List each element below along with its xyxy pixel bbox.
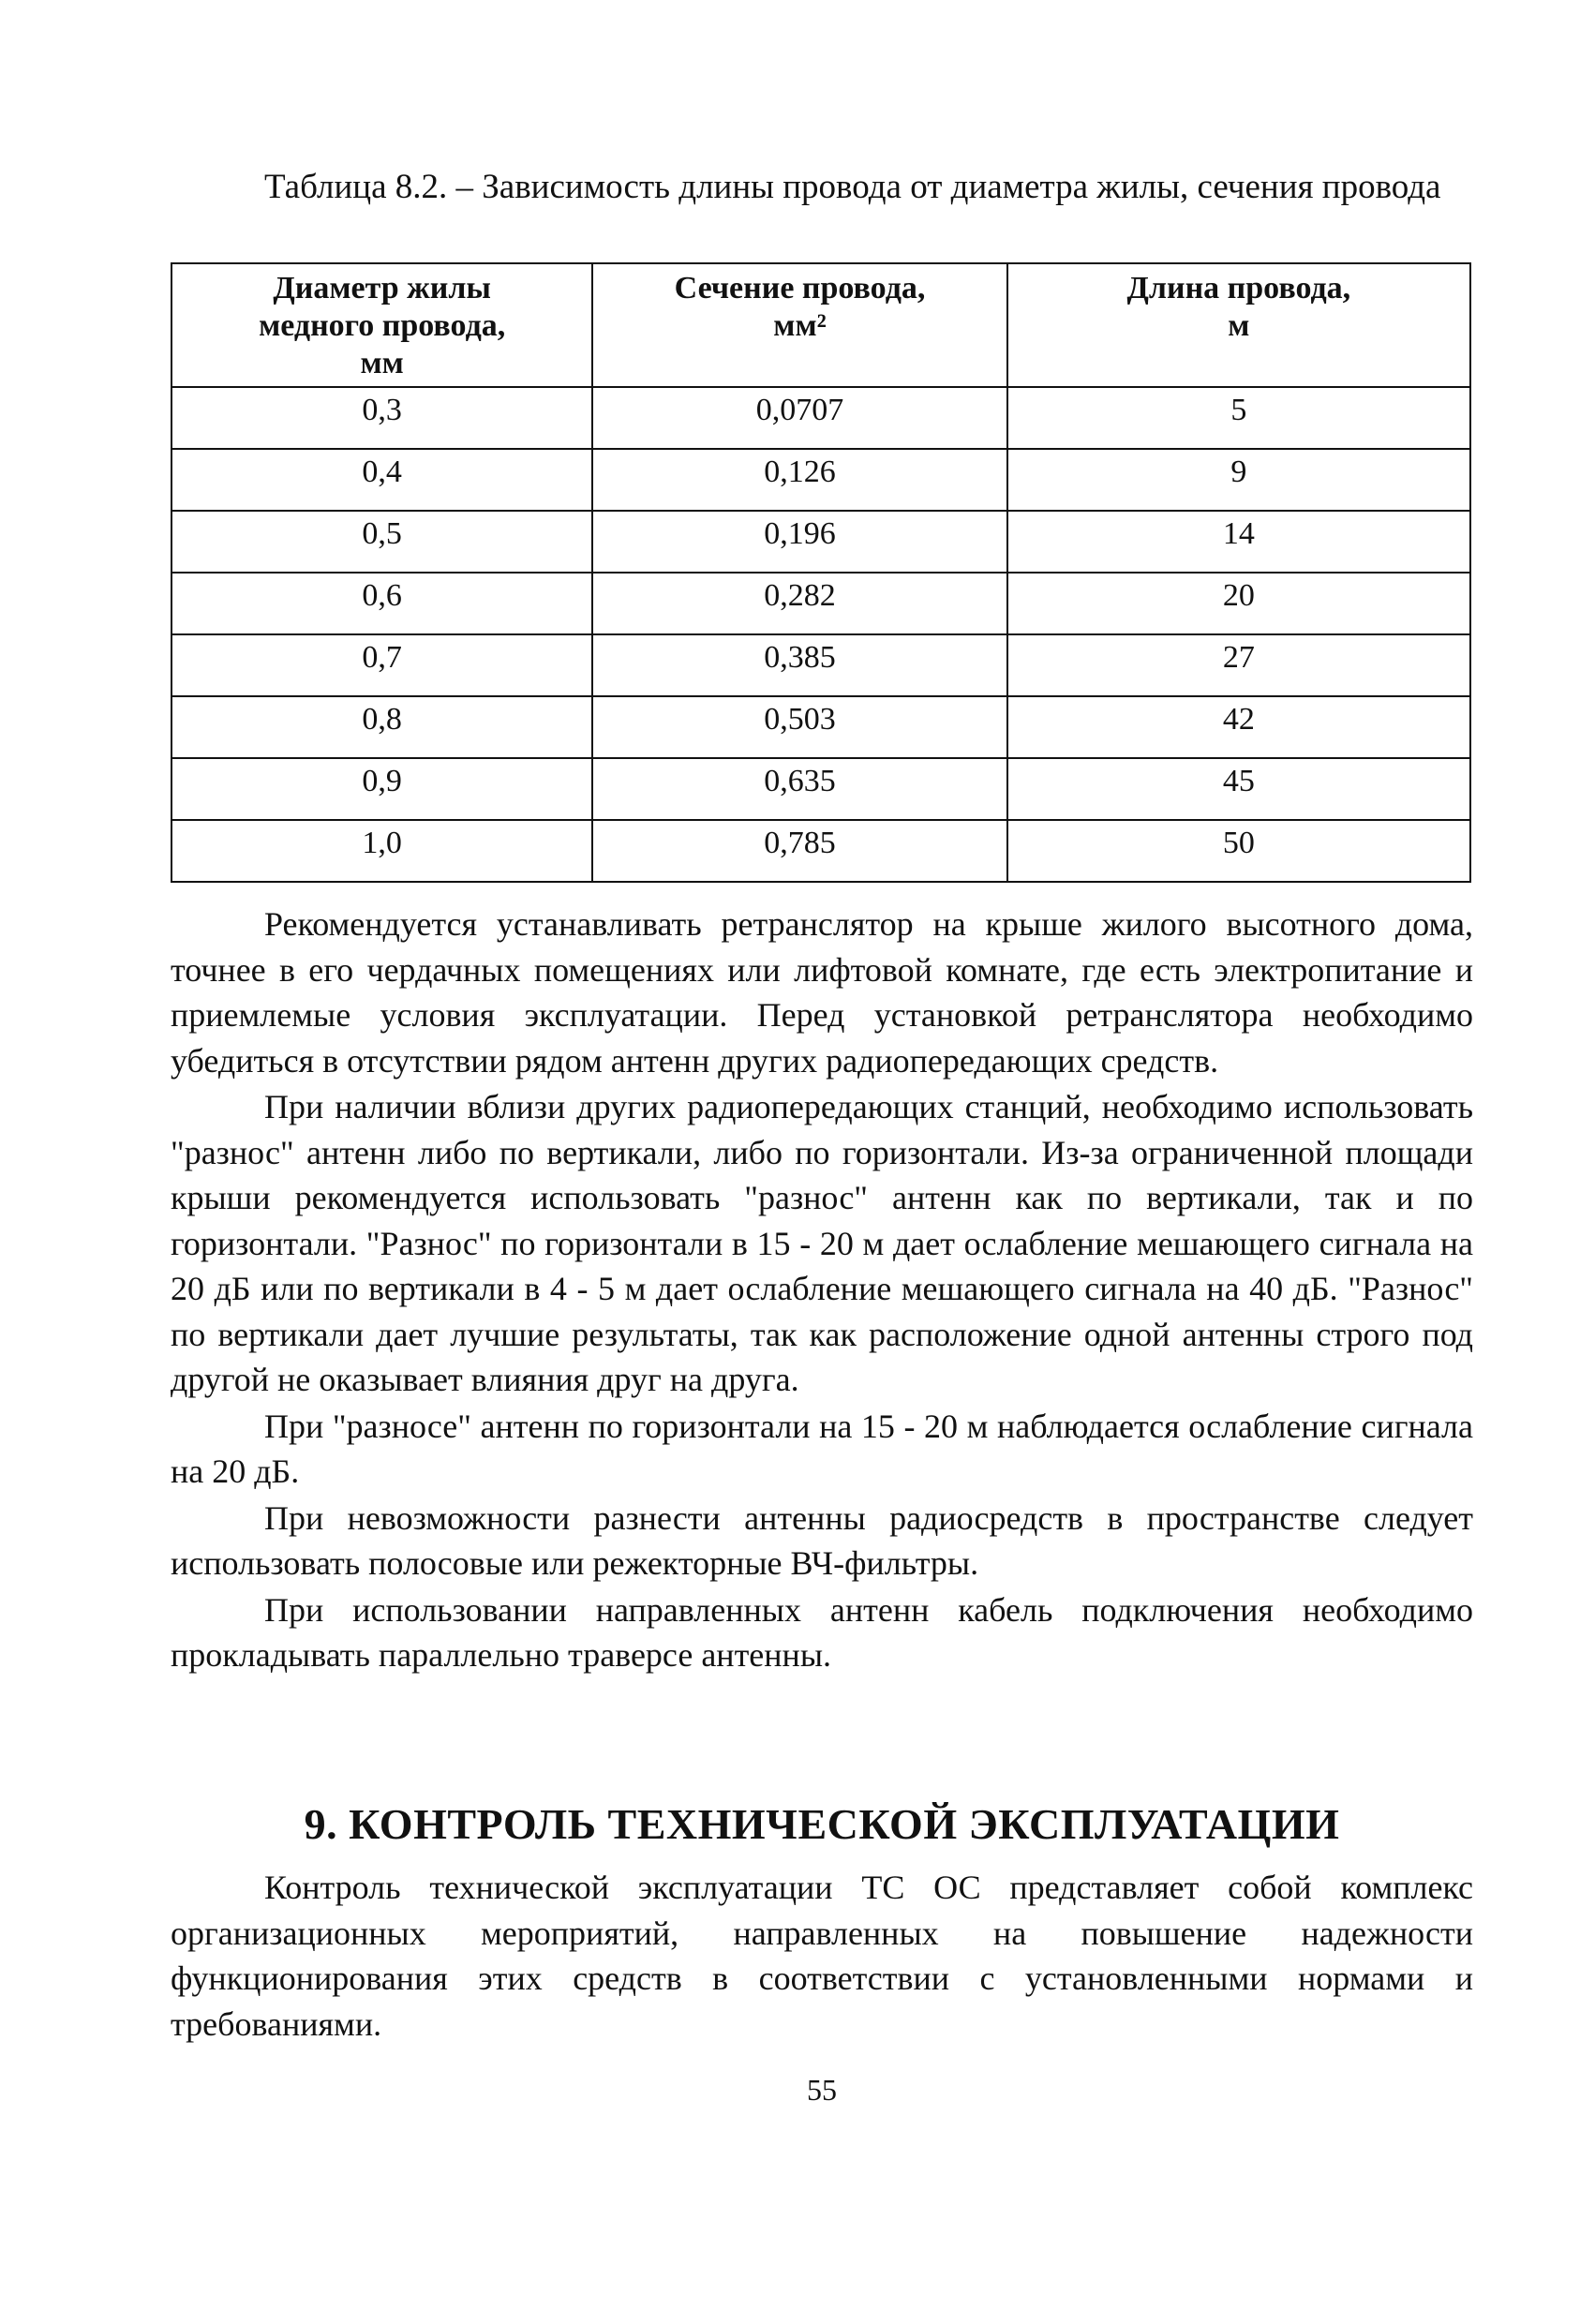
cell-section: 0,503 [592, 696, 1006, 758]
cell-section: 0,282 [592, 573, 1006, 634]
header-text: Сечение провода, [674, 271, 926, 305]
cell-diameter: 0,6 [171, 573, 592, 634]
cell-length: 27 [1007, 634, 1470, 696]
header-length [1007, 263, 1470, 387]
cell-diameter: 0,9 [171, 758, 592, 820]
table-row [171, 573, 1470, 634]
page-number: 55 [807, 2073, 837, 2107]
table-row [171, 820, 1470, 882]
cell-length: 50 [1007, 820, 1470, 882]
header-text: мм² [773, 308, 827, 343]
table-row [171, 449, 1470, 511]
header-text: Длина провода, [1126, 271, 1351, 305]
table-row [171, 634, 1470, 696]
header-text: медного провода, [259, 308, 506, 343]
table-row [171, 696, 1470, 758]
table-row [171, 758, 1470, 820]
cell-length: 42 [1007, 696, 1470, 758]
body-text [171, 901, 1473, 1679]
cell-length: 5 [1007, 387, 1470, 449]
cell-section: 0,785 [592, 820, 1006, 882]
cell-length: 20 [1007, 573, 1470, 634]
table-header-row [171, 263, 1470, 387]
paragraph: Рекомендуется устанавливать ретранслятор на крыше жилого высотного дома, точнее в его чердачных помещениях или лифтовой комнате, где есть электропитание и приемлемые условия эксплуатации. Перед установкой ретранслятора необходимо убедиться в отсутствии рядом антенн других радиопередающих средств. [171, 905, 1473, 1080]
header-diameter [171, 263, 592, 387]
table-caption: Таблица 8.2. – Зависимость длины провода от диаметра жилы, сечения провода [264, 168, 1441, 206]
cell-length: 14 [1007, 511, 1470, 573]
cell-length: 45 [1007, 758, 1470, 820]
header-text: мм [360, 346, 404, 380]
cell-diameter: 0,8 [171, 696, 592, 758]
cell-length: 9 [1007, 449, 1470, 511]
cell-diameter: 0,3 [171, 387, 592, 449]
paragraph: При "разносе" антенн по горизонтали на 15 - 20 м наблюдается ослабление сигнала на 20 дБ. [171, 1407, 1473, 1490]
paragraph: При невозможности разнести антенны радиосредств в пространстве следует использовать полосовые или режекторные ВЧ-фильтры. [171, 1498, 1473, 1582]
cell-section: 0,0707 [592, 387, 1006, 449]
cell-diameter: 0,7 [171, 634, 592, 696]
wire-table [171, 262, 1471, 883]
header-text: м [1228, 308, 1250, 343]
section-heading: 9. КОНТРОЛЬ ТЕХНИЧЕСКОЙ ЭКСПЛУАТАЦИИ [304, 1800, 1340, 1848]
table-row [171, 511, 1470, 573]
paragraph: При использовании направленных антенн кабель подключения необходимо прокладывать параллельно траверсе антенны. [171, 1590, 1473, 1674]
table-row [171, 387, 1470, 449]
cell-section: 0,196 [592, 511, 1006, 573]
cell-diameter: 0,4 [171, 449, 592, 511]
cell-diameter: 1,0 [171, 820, 592, 882]
paragraph: При наличии вблизи других радиопередающих станций, необходимо использовать "разнос" антенн либо по вертикали, либо по горизонтали. Из-за ограниченной площади крыши рекомендуется использовать "разнос" антенн как по вертикали, так и по горизонтали. "Разнос" по горизонтали в 15 - 20 м дает ослабление мешающего сигнала на 20 дБ или по вертикали в 4 - 5 м дает ослабление мешающего сигнала на 40 дБ. "Разнос" по вертикали дает лучшие результаты, так как расположение одной антенны строго под другой не оказывает влияния друг на друга. [171, 1088, 1473, 1398]
cell-diameter: 0,5 [171, 511, 592, 573]
cell-section: 0,126 [592, 449, 1006, 511]
header-section [592, 263, 1006, 387]
cell-section: 0,635 [592, 758, 1006, 820]
section-body [171, 1865, 1473, 2047]
cell-section: 0,385 [592, 634, 1006, 696]
paragraph: Контроль технической эксплуатации ТС ОС представляет собой комплекс организационных мероприятий, направленных на повышение надежности функционирования этих средств в соответствии с установленными нормами и требованиями. [171, 1869, 1473, 2043]
header-text: Диаметр жилы [273, 271, 491, 305]
